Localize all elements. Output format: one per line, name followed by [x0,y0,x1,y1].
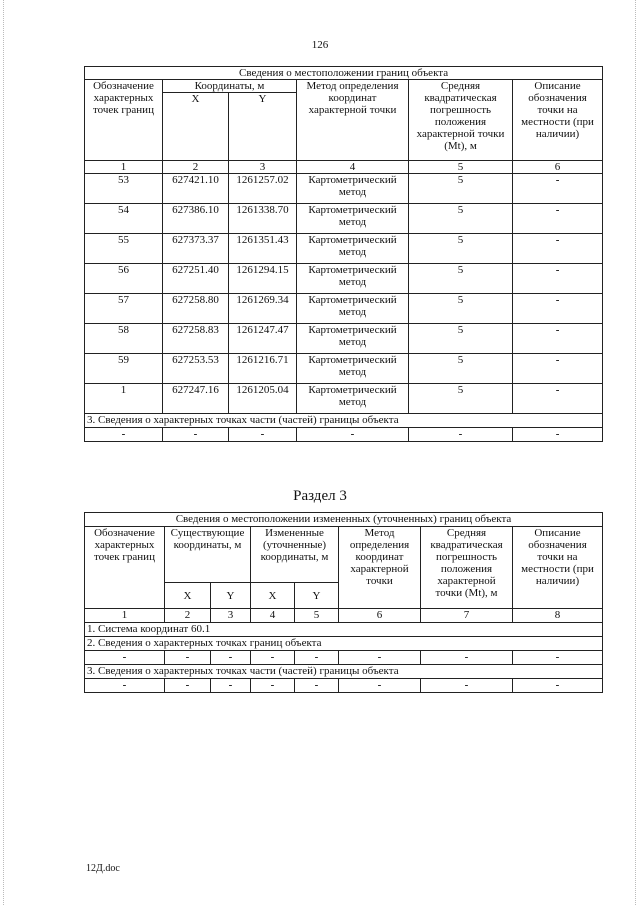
table-row [85,679,603,693]
coordinate-system-heading: 1. Система координат 60.1 [85,623,603,637]
dash-cell: - [163,428,229,442]
cell-method: Картометрический метод [297,174,409,204]
table-row [85,384,603,414]
column-number: 2 [165,609,211,623]
cell-description: - [513,324,603,354]
header-method: Метод определения координат характерной точки [339,527,421,609]
cell-x: 627251.40 [163,264,229,294]
dash-cell: - [339,651,421,665]
cell-description: - [513,384,603,414]
header-point: Обозначение характерных точек границ [85,80,163,161]
dash-cell: - [513,651,603,665]
dash-cell: - [295,679,339,693]
header-accuracy: Средняя квадратическая погрешность положения характерной точки (Mt), м [409,80,513,161]
dash-cell: - [165,679,211,693]
header-y: Y [229,93,297,161]
cell-method: Картометрический метод [297,294,409,324]
cell-y: 1261269.34 [229,294,297,324]
cell-y: 1261351.43 [229,234,297,264]
header-accuracy: Средняя квадратическая погрешность положения характерной точки (Mt), м [421,527,513,609]
cell-x: 627258.80 [163,294,229,324]
cell-point: 1 [85,384,163,414]
cell-y: 1261205.04 [229,384,297,414]
page-number: 126 [311,39,329,51]
column-number: 7 [421,609,513,623]
cell-y: 1261294.15 [229,264,297,294]
cell-x: 627247.16 [163,384,229,414]
cell-y: 1261338.70 [229,204,297,234]
table-row [85,204,603,234]
cell-accuracy: 5 [409,294,513,324]
column-number: 4 [297,161,409,174]
table-row [85,174,603,204]
column-number: 5 [409,161,513,174]
cell-accuracy: 5 [409,234,513,264]
column-number: 6 [513,161,603,174]
dash-cell: - [85,651,165,665]
dash-cell: - [513,428,603,442]
column-number: 5 [295,609,339,623]
section-title: Раздел 3 [293,488,347,504]
dash-cell: - [85,428,163,442]
dash-cell: - [165,651,211,665]
table-row [85,651,603,665]
cell-point: 58 [85,324,163,354]
header-coords: Координаты, м [163,80,297,93]
cell-point: 56 [85,264,163,294]
column-numbers-row [85,609,603,623]
cell-method: Картометрический метод [297,234,409,264]
cell-method: Картометрический метод [297,384,409,414]
cell-point: 55 [85,234,163,264]
header-description: Описание обозначения точки на местности (при наличии) [513,80,603,161]
header-method: Метод определения координат характерной точки [297,80,409,161]
column-number: 3 [211,609,251,623]
dash-cell: - [409,428,513,442]
cell-accuracy: 5 [409,264,513,294]
cell-accuracy: 5 [409,174,513,204]
cell-x: 627421.10 [163,174,229,204]
dash-cell: - [339,679,421,693]
cell-method: Картометрический метод [297,204,409,234]
header-description: Описание обозначения точки на местности (при наличии) [513,527,603,609]
cell-description: - [513,294,603,324]
cell-point: 53 [85,174,163,204]
cell-y: 1261247.47 [229,324,297,354]
footer-filename: 12Д.doc [86,863,120,874]
dash-cell: - [513,679,603,693]
dash-cell: - [295,651,339,665]
cell-point: 54 [85,204,163,234]
table-row [85,354,603,384]
dash-cell: - [251,651,295,665]
table-row [85,234,603,264]
cell-accuracy: 5 [409,324,513,354]
dash-cell: - [229,428,297,442]
column-number: 4 [251,609,295,623]
table-row [85,428,603,442]
cell-description: - [513,204,603,234]
page-edge-left [3,0,5,905]
boundary-table [84,66,603,442]
cell-x: 627253.53 [163,354,229,384]
cell-description: - [513,354,603,384]
cell-x: 627258.83 [163,324,229,354]
cell-method: Картометрический метод [297,324,409,354]
changed-boundary-table [84,512,603,693]
column-numbers-row [85,161,603,174]
dash-cell: - [211,651,251,665]
column-number: 1 [85,161,163,174]
column-number: 1 [85,609,165,623]
table-title: Сведения о местоположении границ объекта [85,67,603,80]
cell-x: 627386.10 [163,204,229,234]
cell-method: Картометрический метод [297,354,409,384]
cell-description: - [513,174,603,204]
cell-y: 1261216.71 [229,354,297,384]
header-x: X [163,93,229,161]
part-section-heading: 3. Сведения о характерных точках части (частей) границы объекта [85,414,603,428]
dash-cell: - [297,428,409,442]
column-number: 3 [229,161,297,174]
dash-cell: - [421,651,513,665]
cell-point: 59 [85,354,163,384]
header-existing-x: X [165,583,211,609]
cell-y: 1261257.02 [229,174,297,204]
dash-cell: - [211,679,251,693]
table-row [85,294,603,324]
table-row [85,324,603,354]
dash-cell: - [85,679,165,693]
header-existing-coords: Существующие координаты, м [165,527,251,583]
header-changed-x: X [251,583,295,609]
cell-accuracy: 5 [409,354,513,384]
page-edge-right [635,0,637,905]
cell-x: 627373.37 [163,234,229,264]
cell-description: - [513,264,603,294]
header-changed-coords: Измененные (уточненные) координаты, м [251,527,339,583]
column-number: 8 [513,609,603,623]
dash-cell: - [251,679,295,693]
boundary-points-heading: 2. Сведения о характерных точках границ объекта [85,637,603,651]
column-number: 2 [163,161,229,174]
part-points-heading: 3. Сведения о характерных точках части (частей) границы объекта [85,665,603,679]
cell-description: - [513,234,603,264]
cell-accuracy: 5 [409,384,513,414]
dash-cell: - [421,679,513,693]
table-title: Сведения о местоположении измененных (уточненных) границ объекта [85,513,603,527]
table-row [85,264,603,294]
cell-accuracy: 5 [409,204,513,234]
header-changed-y: Y [295,583,339,609]
header-existing-y: Y [211,583,251,609]
cell-point: 57 [85,294,163,324]
header-point: Обозначение характерных точек границ [85,527,165,609]
cell-method: Картометрический метод [297,264,409,294]
column-number: 6 [339,609,421,623]
